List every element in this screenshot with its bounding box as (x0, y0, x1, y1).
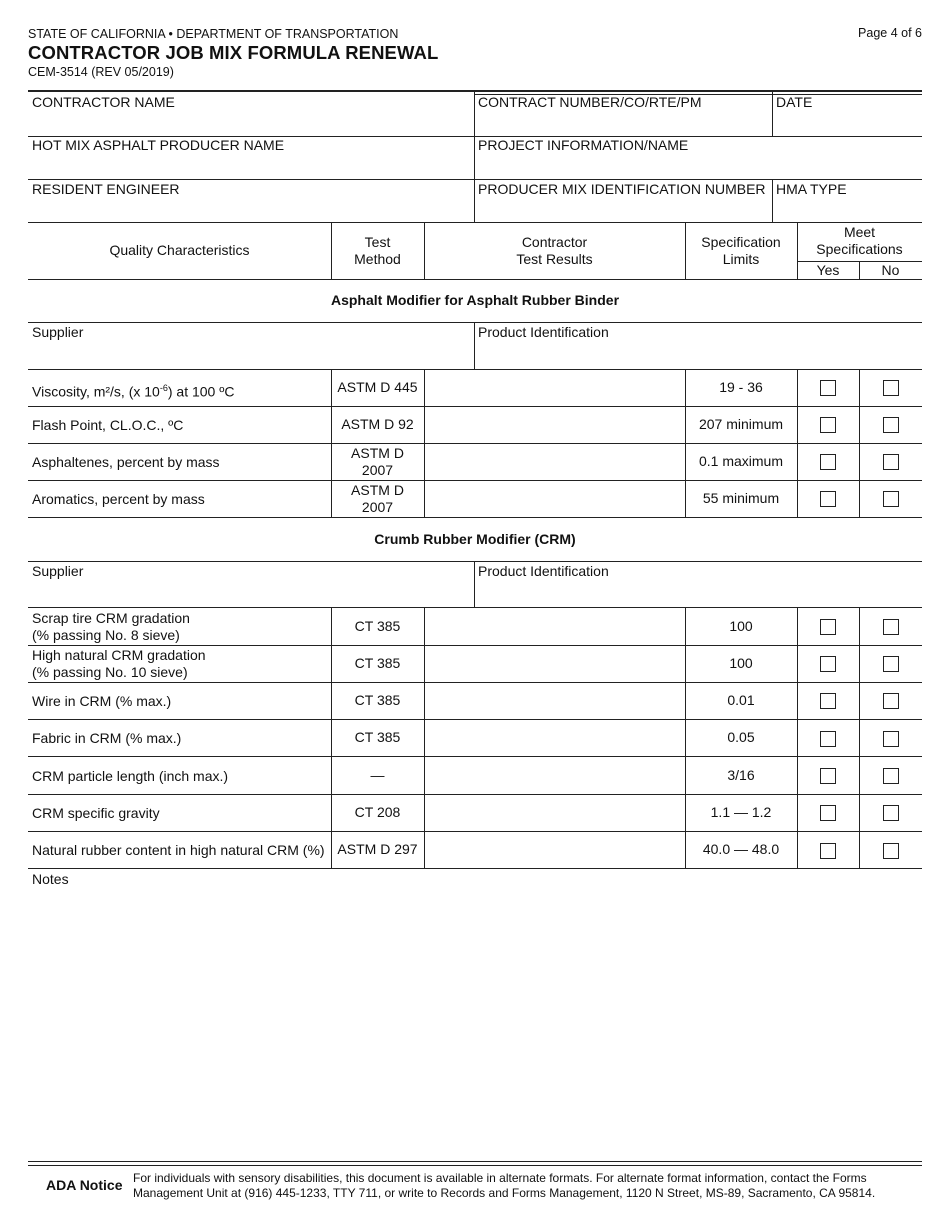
row-test-method: ASTM D 297 (337, 841, 418, 857)
row-test-method: CT 385 (354, 692, 401, 708)
row-test-method: CT 385 (354, 729, 401, 745)
row-characteristic: Viscosity, m²/s, (x $10^{-6}$) at 100 ºC (32, 383, 235, 400)
row-divider (28, 868, 922, 869)
meet-yes-checkbox[interactable] (820, 619, 836, 635)
col-divider (859, 607, 860, 868)
meet-no-checkbox[interactable] (883, 656, 899, 672)
meet-no-checkbox[interactable] (883, 380, 899, 396)
info-top-border (28, 90, 922, 92)
row-spec-limit: 207 minimum (698, 416, 784, 432)
ada-notice-label: ADA Notice (46, 1177, 123, 1193)
section-asphalt-modifier-title: Asphalt Modifier for Asphalt Rubber Binder (330, 292, 620, 308)
form-number: CEM-3514 (REV 05/2019) (28, 65, 174, 79)
date-field[interactable]: DATE (776, 94, 813, 110)
row-characteristic: Natural rubber content in high natural CRM (%) (32, 842, 325, 858)
row-divider (28, 756, 922, 757)
row-divider (28, 480, 922, 481)
meet-yes-checkbox[interactable] (820, 417, 836, 433)
row-spec-limit: 3/16 (727, 767, 755, 783)
info-bottom-border (28, 222, 922, 223)
resident-engineer-field[interactable]: RESIDENT ENGINEER (32, 181, 180, 197)
agency-line: STATE OF CALIFORNIA • DEPARTMENT OF TRANSPORTATION (28, 27, 399, 41)
col-divider (797, 607, 798, 868)
meet-yes-checkbox[interactable] (820, 805, 836, 821)
row-spec-limit: 19 - 36 (719, 379, 763, 395)
notes-field[interactable]: Notes (32, 871, 69, 887)
row-divider (28, 719, 922, 720)
product-id-field[interactable]: Product Identification (478, 563, 609, 579)
col-test-method-header: Test Method (354, 234, 401, 267)
page-number: Page 4 of 6 (858, 26, 922, 40)
row-spec-limit: 100 (729, 655, 753, 671)
row-test-method: ASTM D 2007 (351, 445, 404, 478)
supplier-top (28, 322, 922, 323)
row-test-method: CT 385 (354, 618, 401, 634)
col-divider (424, 607, 425, 868)
row-characteristic: CRM specific gravity (32, 805, 160, 821)
col-meet-spec-header: Meet Specifications (816, 224, 903, 257)
col-divider (424, 369, 425, 517)
supplier-bottom (28, 369, 922, 370)
meet-no-checkbox[interactable] (883, 843, 899, 859)
row-spec-limit: 0.05 (727, 729, 755, 745)
supplier-divider (474, 322, 475, 369)
hma-type-field[interactable]: HMA TYPE (776, 181, 847, 197)
row-spec-limit: 40.0 — 48.0 (702, 841, 780, 857)
col-yes-header: Yes (816, 262, 840, 278)
row-divider (28, 682, 922, 683)
col-no-header: No (881, 262, 900, 278)
row-spec-limit: 1.1 — 1.2 (710, 804, 772, 820)
row-characteristic: Scrap tire CRM gradation (% passing No. 8 sieve) (32, 610, 190, 643)
meet-yes-checkbox[interactable] (820, 693, 836, 709)
row-spec-limit: 100 (729, 618, 753, 634)
info-center-divider (474, 90, 475, 222)
ada-notice-text: For individuals with sensory disabilities, this document is available in alternate formats. For alternate format information, contact the Forms Management Unit at (916) 445-1233, TTY 711, or write to Records and Forms Management, 1120 N Street, MS-89, Sacramento, CA 95814. (133, 1171, 876, 1200)
meet-yes-checkbox[interactable] (820, 380, 836, 396)
meet-no-checkbox[interactable] (883, 693, 899, 709)
footer-rule (28, 1165, 922, 1166)
row-test-method: CT 385 (354, 655, 401, 671)
supplier-divider (474, 561, 475, 607)
section-crm-title: Crumb Rubber Modifier (CRM) (374, 531, 576, 547)
row-divider (28, 831, 922, 832)
hma-type-divider (772, 179, 773, 222)
meet-yes-checkbox[interactable] (820, 768, 836, 784)
row-characteristic: Flash Point, CL.O.C., ºC (32, 417, 184, 433)
row-spec-limit: 0.01 (727, 692, 755, 708)
supplier-bottom (28, 607, 922, 608)
row-test-method: ASTM D 445 (337, 379, 418, 395)
meet-no-checkbox[interactable] (883, 491, 899, 507)
col-contractor-results-header: Contractor Test Results (516, 234, 593, 267)
meet-no-checkbox[interactable] (883, 417, 899, 433)
project-info-field[interactable]: PROJECT INFORMATION/NAME (478, 137, 689, 153)
row-spec-limit: 55 minimum (702, 490, 780, 506)
row-test-method: CT 208 (354, 804, 401, 820)
row-test-method: — (370, 767, 385, 783)
meet-no-checkbox[interactable] (883, 731, 899, 747)
column-header-bottom (28, 279, 922, 280)
col-quality-header: Quality Characteristics (109, 242, 250, 258)
meet-yes-checkbox[interactable] (820, 454, 836, 470)
meet-yes-checkbox[interactable] (820, 491, 836, 507)
row-divider (28, 443, 922, 444)
contractor-name-field[interactable]: CONTRACTOR NAME (32, 94, 175, 110)
row-divider (28, 406, 922, 407)
row-characteristic: Asphaltenes, percent by mass (32, 454, 220, 470)
row-characteristic: High natural CRM gradation (% passing No. 10 sieve) (32, 647, 206, 680)
meet-no-checkbox[interactable] (883, 619, 899, 635)
row-spec-limit: 0.1 maximum (698, 453, 784, 469)
row-characteristic: CRM particle length (inch max.) (32, 768, 229, 784)
col-divider (797, 369, 798, 517)
meet-yes-checkbox[interactable] (820, 656, 836, 672)
date-divider (772, 90, 773, 136)
meet-no-checkbox[interactable] (883, 805, 899, 821)
meet-yes-checkbox[interactable] (820, 731, 836, 747)
row-divider (28, 517, 922, 518)
product-id-field[interactable]: Product Identification (478, 324, 609, 340)
form-title: CONTRACTOR JOB MIX FORMULA RENEWAL (28, 42, 439, 63)
row-characteristic: Aromatics, percent by mass (32, 491, 205, 507)
row-divider (28, 794, 922, 795)
col-spec-limits-header: Specification Limits (701, 234, 781, 267)
row-test-method: ASTM D 2007 (351, 482, 404, 515)
supplier-top (28, 561, 922, 562)
hma-producer-field[interactable]: HOT MIX ASPHALT PRODUCER NAME (32, 137, 285, 153)
supplier-field[interactable]: Supplier (32, 324, 84, 340)
row-divider (28, 645, 922, 646)
contract-number-field[interactable]: CONTRACT NUMBER/CO/RTE/PM (478, 94, 702, 110)
footer-rule (28, 1161, 922, 1162)
row-characteristic: Wire in CRM (% max.) (32, 693, 172, 709)
producer-mix-id-field[interactable]: PRODUCER MIX IDENTIFICATION NUMBER (478, 181, 766, 197)
row-characteristic: Fabric in CRM (% max.) (32, 730, 182, 746)
meet-no-checkbox[interactable] (883, 454, 899, 470)
col-divider (859, 369, 860, 517)
meet-yes-checkbox[interactable] (820, 843, 836, 859)
supplier-field[interactable]: Supplier (32, 563, 84, 579)
info-row-divider (28, 179, 922, 180)
meet-no-checkbox[interactable] (883, 768, 899, 784)
row-test-method: ASTM D 92 (341, 416, 414, 432)
